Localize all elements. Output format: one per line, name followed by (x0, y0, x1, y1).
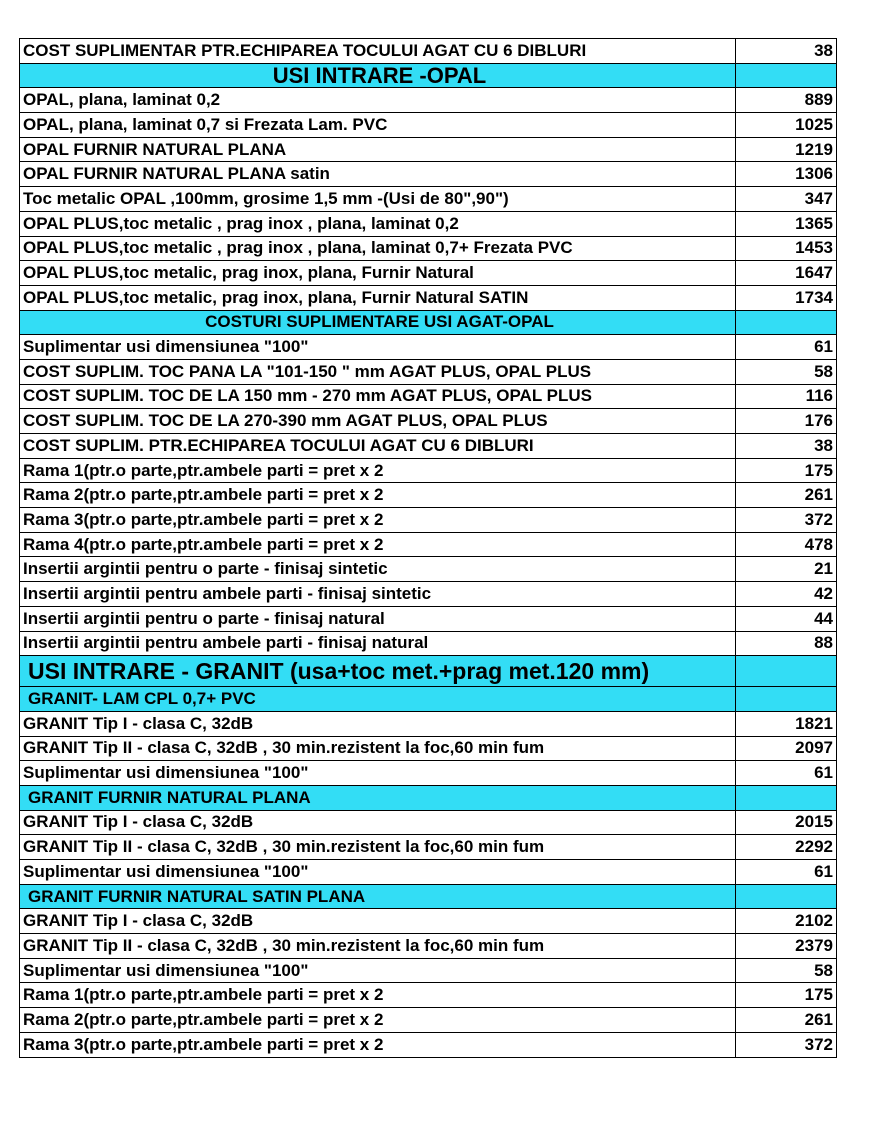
price-row (20, 137, 837, 162)
item-description: OPAL PLUS,toc metalic, prag inox, plana, Furnir Natural (20, 261, 736, 286)
item-price: 478 (736, 532, 837, 557)
item-price: 42 (736, 582, 837, 607)
price-row (20, 582, 837, 607)
price-row (20, 958, 837, 983)
section-header-row (20, 656, 837, 687)
item-price: 61 (736, 335, 837, 360)
item-description: OPAL, plana, laminat 0,2 (20, 88, 736, 113)
item-description: OPAL, plana, laminat 0,7 si Frezata Lam. PVC (20, 113, 736, 138)
item-price: 61 (736, 860, 837, 885)
price-row (20, 409, 837, 434)
item-description: Toc metalic OPAL ,100mm, grosime 1,5 mm -(Usi de 80",90") (20, 187, 736, 212)
section-title: USI INTRARE -OPAL (20, 63, 736, 88)
price-row (20, 483, 837, 508)
item-description: OPAL FURNIR NATURAL PLANA (20, 137, 736, 162)
section-value-empty (736, 656, 837, 687)
price-row (20, 631, 837, 656)
item-description: Insertii argintii pentru ambele parti - finisaj natural (20, 631, 736, 656)
item-price: 2102 (736, 909, 837, 934)
item-price: 1219 (736, 137, 837, 162)
item-price: 1025 (736, 113, 837, 138)
item-description: GRANIT Tip I - clasa C, 32dB (20, 909, 736, 934)
item-price: 58 (736, 958, 837, 983)
item-description: GRANIT Tip II - clasa C, 32dB , 30 min.rezistent la foc,60 min fum (20, 835, 736, 860)
price-row (20, 761, 837, 786)
item-description: COST SUPLIMENTAR PTR.ECHIPAREA TOCULUI AGAT CU 6 DIBLURI (20, 39, 736, 64)
item-description: Suplimentar usi dimensiunea "100" (20, 335, 736, 360)
section-value-empty (736, 687, 837, 712)
item-description: COST SUPLIM. TOC DE LA 270-390 mm AGAT PLUS, OPAL PLUS (20, 409, 736, 434)
section-header-row (20, 884, 837, 909)
item-description: GRANIT Tip I - clasa C, 32dB (20, 711, 736, 736)
item-price: 1306 (736, 162, 837, 187)
item-price: 372 (736, 1032, 837, 1057)
section-header-row (20, 687, 837, 712)
price-table (19, 38, 837, 1058)
price-row (20, 458, 837, 483)
item-description: GRANIT Tip II - clasa C, 32dB , 30 min.rezistent la foc,60 min fum (20, 934, 736, 959)
item-description: Insertii argintii pentru o parte - finisaj sintetic (20, 557, 736, 582)
item-description: COST SUPLIM. TOC PANA LA "101-150 " mm AGAT PLUS, OPAL PLUS (20, 359, 736, 384)
item-description: Rama 3(ptr.o parte,ptr.ambele parti = pret x 2 (20, 1032, 736, 1057)
item-price: 175 (736, 458, 837, 483)
item-price: 1453 (736, 236, 837, 261)
item-price: 889 (736, 88, 837, 113)
item-price: 2292 (736, 835, 837, 860)
item-price: 175 (736, 983, 837, 1008)
price-row (20, 236, 837, 261)
price-row (20, 1008, 837, 1033)
item-price: 372 (736, 508, 837, 533)
item-description: Rama 2(ptr.o parte,ptr.ambele parti = pret x 2 (20, 1008, 736, 1033)
price-row (20, 285, 837, 310)
item-price: 1821 (736, 711, 837, 736)
item-description: Suplimentar usi dimensiunea "100" (20, 958, 736, 983)
item-description: COST SUPLIM. TOC DE LA 150 mm - 270 mm AGAT PLUS, OPAL PLUS (20, 384, 736, 409)
price-row (20, 359, 837, 384)
price-row (20, 983, 837, 1008)
item-price: 1647 (736, 261, 837, 286)
item-description: COST SUPLIM. PTR.ECHIPAREA TOCULUI AGAT CU 6 DIBLURI (20, 434, 736, 459)
price-row (20, 162, 837, 187)
price-row (20, 909, 837, 934)
item-description: GRANIT Tip I - clasa C, 32dB (20, 810, 736, 835)
price-row (20, 810, 837, 835)
item-description: Suplimentar usi dimensiunea "100" (20, 761, 736, 786)
item-price: 1734 (736, 285, 837, 310)
item-price: 347 (736, 187, 837, 212)
price-row (20, 113, 837, 138)
item-price: 176 (736, 409, 837, 434)
section-value-empty (736, 63, 837, 88)
item-description: Rama 4(ptr.o parte,ptr.ambele parti = pret x 2 (20, 532, 736, 557)
item-price: 58 (736, 359, 837, 384)
item-price: 261 (736, 1008, 837, 1033)
section-title: GRANIT- LAM CPL 0,7+ PVC (20, 687, 736, 712)
section-title: GRANIT FURNIR NATURAL SATIN PLANA (20, 884, 736, 909)
item-description: Rama 2(ptr.o parte,ptr.ambele parti = pret x 2 (20, 483, 736, 508)
price-row (20, 532, 837, 557)
item-price: 21 (736, 557, 837, 582)
price-row (20, 860, 837, 885)
price-table-body (20, 39, 837, 1058)
price-row (20, 934, 837, 959)
price-row (20, 88, 837, 113)
price-row (20, 711, 837, 736)
item-price: 61 (736, 761, 837, 786)
section-header-row (20, 63, 837, 88)
item-description: OPAL PLUS,toc metalic, prag inox, plana, Furnir Natural SATIN (20, 285, 736, 310)
item-price: 44 (736, 606, 837, 631)
price-row (20, 434, 837, 459)
item-price: 2097 (736, 736, 837, 761)
price-row (20, 736, 837, 761)
item-description: OPAL PLUS,toc metalic , prag inox , plana, laminat 0,7+ Frezata PVC (20, 236, 736, 261)
price-row (20, 187, 837, 212)
section-header-row (20, 785, 837, 810)
item-description: Insertii argintii pentru o parte - finisaj natural (20, 606, 736, 631)
section-value-empty (736, 884, 837, 909)
item-description: OPAL FURNIR NATURAL PLANA satin (20, 162, 736, 187)
item-description: Rama 1(ptr.o parte,ptr.ambele parti = pret x 2 (20, 983, 736, 1008)
item-price: 38 (736, 39, 837, 64)
item-price: 1365 (736, 211, 837, 236)
price-row (20, 261, 837, 286)
item-price: 261 (736, 483, 837, 508)
price-row (20, 508, 837, 533)
price-row (20, 557, 837, 582)
section-title: COSTURI SUPLIMENTARE USI AGAT-OPAL (20, 310, 736, 335)
price-row (20, 384, 837, 409)
item-price: 88 (736, 631, 837, 656)
item-description: Insertii argintii pentru ambele parti - finisaj sintetic (20, 582, 736, 607)
item-description: GRANIT Tip II - clasa C, 32dB , 30 min.rezistent la foc,60 min fum (20, 736, 736, 761)
price-row (20, 1032, 837, 1057)
item-description: OPAL PLUS,toc metalic , prag inox , plana, laminat 0,2 (20, 211, 736, 236)
price-row (20, 835, 837, 860)
item-description: Rama 3(ptr.o parte,ptr.ambele parti = pret x 2 (20, 508, 736, 533)
item-description: Suplimentar usi dimensiunea "100" (20, 860, 736, 885)
section-header-row (20, 310, 837, 335)
item-price: 116 (736, 384, 837, 409)
price-row (20, 211, 837, 236)
section-title: GRANIT FURNIR NATURAL PLANA (20, 785, 736, 810)
price-row (20, 606, 837, 631)
section-title: USI INTRARE - GRANIT (usa+toc met.+prag met.120 mm) (20, 656, 736, 687)
section-value-empty (736, 310, 837, 335)
item-description: Rama 1(ptr.o parte,ptr.ambele parti = pret x 2 (20, 458, 736, 483)
item-price: 38 (736, 434, 837, 459)
section-value-empty (736, 785, 837, 810)
price-row (20, 335, 837, 360)
price-row (20, 39, 837, 64)
item-price: 2015 (736, 810, 837, 835)
item-price: 2379 (736, 934, 837, 959)
